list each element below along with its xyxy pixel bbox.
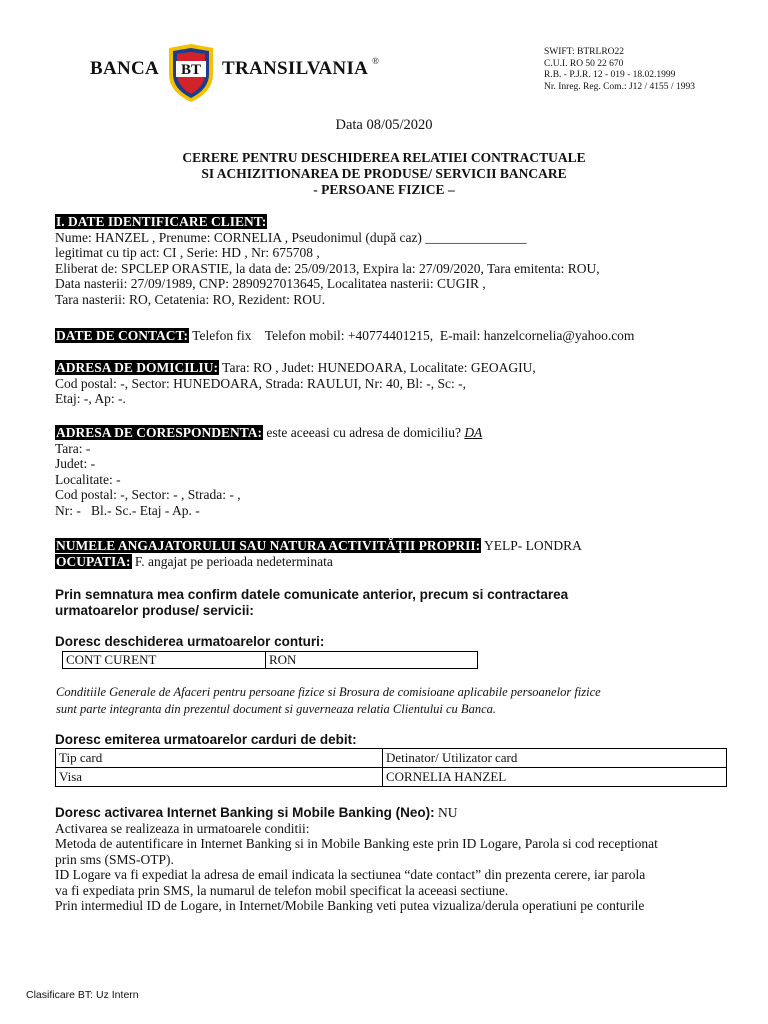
- conturi-table: [62, 651, 478, 669]
- corespondenta-heading: ADRESA DE CORESPONDENTA:: [56, 425, 263, 440]
- conturi-heading: Doresc deschiderea urmatoarelor conturi:: [55, 634, 325, 649]
- carduri-heading: Doresc emiterea urmatoarelor carduri de debit:: [55, 732, 357, 747]
- banking-heading: Doresc activarea Internet Banking si Mobile Banking (Neo):: [55, 805, 435, 820]
- corespondenta-line-4: Cod postal: -, Sector: - , Strada: - ,: [55, 487, 241, 502]
- banking-line-3: prin sms (SMS-OTP).: [55, 851, 174, 867]
- identificare-line-4: Data nasterii: 27/09/1989, CNP: 2890927013645, Localitatea nasterii: CUGIR ,: [55, 276, 486, 291]
- corespondenta-line-1: Tara: -: [55, 440, 91, 456]
- conditii-line-2: sunt parte integranta din prezentul document si guverneaza relatia Clientului cu Banca.: [56, 702, 496, 716]
- carduri-table: [55, 748, 727, 787]
- conditii-line-1: Conditiile Generale de Afaceri pentru persoane fizice si Brosura de comisioane aplicabile persoanelor fizice: [56, 685, 601, 699]
- section-domiciliu: [55, 360, 745, 407]
- domiciliu-first-line: Tara: RO , Judet: HUNEDOARA, Localitate: GEOAGIU,: [219, 360, 536, 375]
- banking-line-5: va fi expediata prin SMS, la numarul de telefon mobil specificat la aceeasi sectiune.: [55, 882, 509, 898]
- title-line-3: - PERSOANE FIZICE –: [313, 182, 455, 197]
- table-cell: Visa: [56, 768, 383, 787]
- document-title: [0, 150, 768, 198]
- identificare-line-1: Nume: HANZEL , Prenume: CORNELIA , Pseudonimul (după caz) _______________: [55, 229, 527, 245]
- section-corespondenta: [55, 425, 745, 518]
- contact-heading: DATE DE CONTACT:: [56, 328, 189, 343]
- section-angajator: [55, 538, 745, 569]
- table-row: [56, 749, 727, 768]
- domiciliu-line-2: Etaj: -, Ap: -.: [55, 391, 126, 406]
- table-cell: RON: [266, 652, 478, 669]
- semnatura-line-2: urmatoarelor produse/ servicii:: [55, 603, 254, 618]
- identificare-line-5: Tara nasterii: RO, Cetatenia: RO, Rezident: ROU.: [55, 291, 326, 307]
- cui-line: C.U.I. RO 50 22 670: [544, 58, 624, 69]
- conditii-text: [56, 684, 756, 718]
- bt-shield-logo: [166, 44, 216, 102]
- classification-footer: Clasificare BT: Uz Intern: [26, 989, 139, 1001]
- contact-details: Telefon fix Telefon mobil: +40774401215, E-mail: hanzelcornelia@yahoo.com: [189, 328, 635, 343]
- table-cell: CONT CURENT: [63, 652, 266, 669]
- registered-mark: ®: [372, 56, 379, 66]
- identificare-line-2: legitimat cu tip act: CI , Serie: HD , Nr: 675708 ,: [55, 245, 320, 260]
- bank-registration-info: [544, 47, 695, 93]
- title-line-2: SI ACHIZITIONAREA DE PRODUSE/ SERVICII BANCARE: [201, 166, 567, 181]
- section-semnatura: [55, 587, 745, 619]
- identificare-heading: I. DATE IDENTIFICARE CLIENT:: [56, 214, 267, 229]
- ocupatia-heading: OCUPATIA:: [56, 553, 131, 569]
- section-banking: [55, 805, 745, 914]
- angajator-heading: NUMELE ANGAJATORULUI SAU NATURA ACTIVITĂȚII PROPRII:: [56, 538, 481, 553]
- section-contact: [55, 328, 745, 344]
- corespondenta-line-5: Nr: - Bl.- Sc.- Etaj - Ap. -: [55, 502, 200, 518]
- table-cell: CORNELIA HANZEL: [383, 768, 727, 787]
- ocupatia-value: F. angajat pe perioada nedeterminata: [131, 553, 333, 569]
- document-date: Data 08/05/2020: [335, 117, 433, 133]
- domiciliu-heading: ADRESA DE DOMICILIU:: [56, 360, 219, 375]
- rb-line: R.B. - P.J.R. 12 - 019 - 18.02.1999: [544, 70, 676, 80]
- banking-line-6: Prin intermediul ID de Logare, in Internet/Mobile Banking veti putea vizualiza/derula operatiuni pe conturile: [55, 898, 645, 913]
- banking-line-2: Metoda de autentificare in Internet Banking si in Mobile Banking este prin ID Logare, Parola si cod receptionat: [55, 836, 658, 851]
- corespondenta-question: este aceeasi cu adresa de domiciliu?: [263, 425, 465, 440]
- banking-answer: NU: [434, 805, 458, 820]
- table-row: [63, 652, 478, 669]
- brand-name-right: TRANSILVANIA: [222, 58, 369, 79]
- domiciliu-line-1: Cod postal: -, Sector: HUNEDOARA, Strada: RAULUI, Nr: 40, Bl: -, Sc: -,: [55, 375, 466, 391]
- corespondenta-answer: DA: [464, 425, 483, 440]
- table-cell: Tip card: [56, 749, 383, 768]
- corespondenta-line-3: Localitate: -: [55, 471, 121, 487]
- angajator-value: YELP- LONDRA: [481, 538, 582, 553]
- brand-name-left: BANCA: [90, 58, 160, 79]
- banking-line-1: Activarea se realizeaza in urmatoarele conditii:: [55, 820, 310, 836]
- identificare-line-3: Eliberat de: SPCLEP ORASTIE, la data de: 25/09/2013, Expira la: 27/09/2020, Tara emitenta: ROU,: [55, 260, 600, 276]
- section-identificare: [55, 214, 745, 307]
- title-line-1: CERERE PENTRU DESCHIDEREA RELATIEI CONTRACTUALE: [182, 150, 586, 165]
- corespondenta-line-2: Judet: -: [55, 456, 96, 471]
- bt-logo-text: BT: [180, 62, 202, 78]
- banking-line-4: ID Logare va fi expediat la adresa de email indicata la sectiunea “date contact” din prezenta cerere, iar parola: [55, 867, 646, 882]
- reg-com-line: Nr. Inreg. Reg. Com.: J12 / 4155 / 1993: [544, 81, 695, 92]
- swift-line: SWIFT: BTRLRO22: [544, 47, 625, 57]
- table-cell: Detinator/ Utilizator card: [383, 749, 727, 768]
- semnatura-line-1: Prin semnatura mea confirm datele comunicate anterior, precum si contractarea: [55, 587, 569, 602]
- table-row: [56, 768, 727, 787]
